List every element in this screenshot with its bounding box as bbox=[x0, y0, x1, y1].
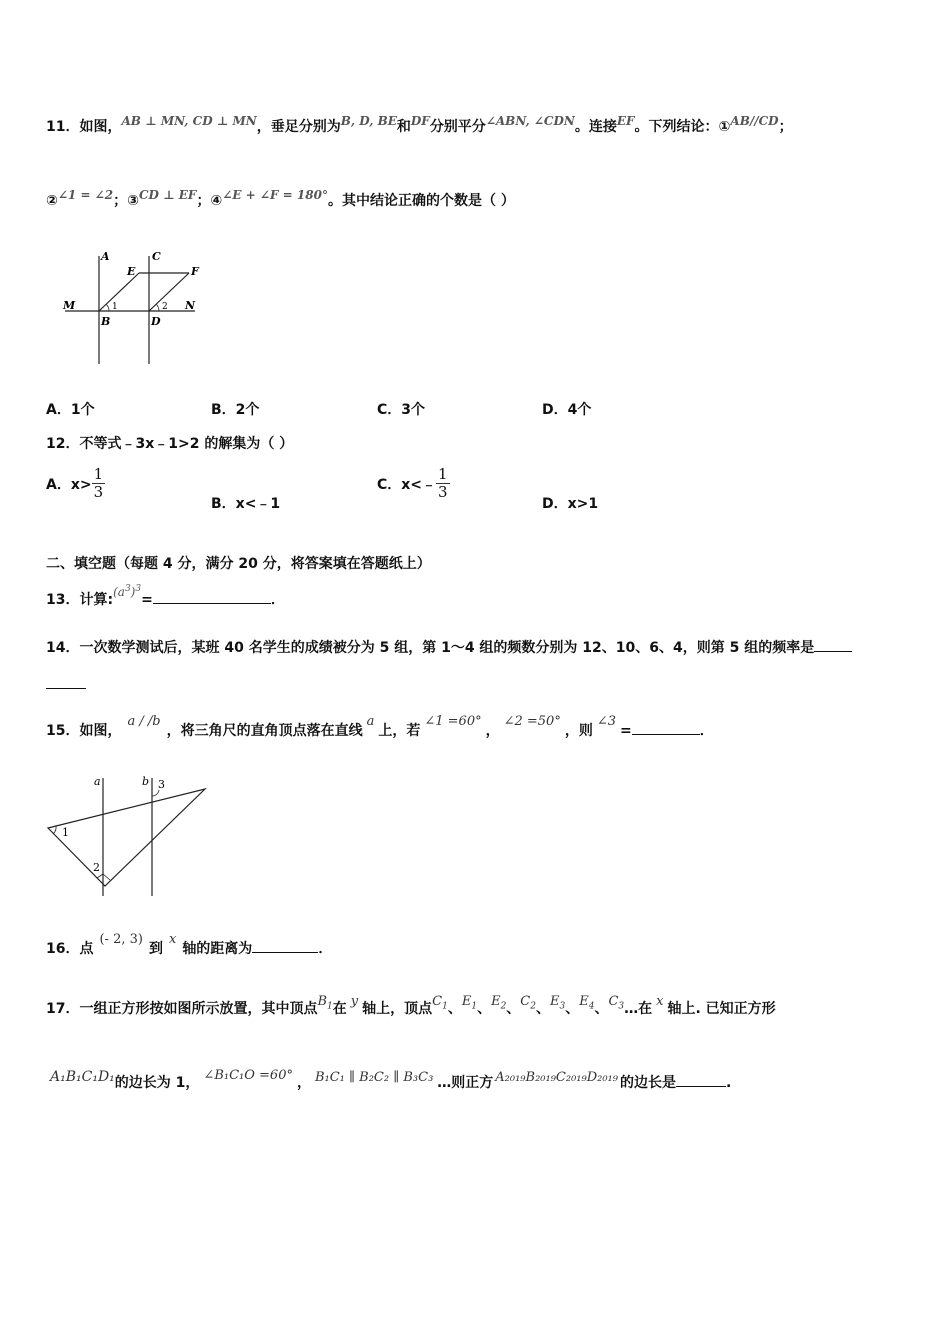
q17-answer-blank[interactable] bbox=[676, 1072, 726, 1087]
q11-text: ；③ bbox=[113, 193, 139, 209]
q12-option-b: B．x<﹣1 bbox=[211, 496, 281, 512]
q11-text: ，垂足分别为 bbox=[256, 119, 341, 135]
q17-math-c3: $C_3$ bbox=[608, 994, 625, 1012]
q11-figure bbox=[55, 248, 215, 368]
q11-line1 bbox=[46, 116, 793, 136]
q11-option-c: C．3个 bbox=[377, 402, 426, 418]
q11-label-a: A bbox=[101, 250, 110, 263]
q17-text: 轴上，顶点 bbox=[362, 1001, 433, 1017]
q17-sep: 、 bbox=[594, 1001, 609, 1017]
q11-number: 11．如图， bbox=[46, 119, 122, 135]
q14-text: 14．一次数学测试后，某班 40 名学生的成绩被分为 5 组，第 1～4 组的频数分别为 12、10、6、4，则第 5 组的频率是 bbox=[46, 640, 815, 656]
frac-numerator: 1 bbox=[438, 465, 448, 483]
q12-stem: 12．不等式﹣3x﹣1>2 的解集为（ ） bbox=[46, 436, 294, 452]
q17-math-b1: $B_1$ bbox=[317, 994, 333, 1012]
q13-line bbox=[46, 584, 285, 609]
q17-c1-letter: C bbox=[432, 994, 443, 1009]
q15-math-angle2: ∠2 =50° bbox=[503, 714, 561, 729]
q17-math-c1: $C_1$ bbox=[432, 994, 448, 1012]
q16-end: ． bbox=[318, 941, 333, 957]
q15-text: ，则 bbox=[564, 723, 593, 739]
q16-label: 16．点 bbox=[46, 941, 94, 957]
q17-c3-letter: C bbox=[608, 994, 619, 1009]
q11-line2 bbox=[46, 190, 515, 210]
q15-text: 上，若 bbox=[378, 723, 421, 739]
q11-option-b: B．2个 bbox=[211, 402, 260, 418]
q12-option-a-text: A．x> bbox=[46, 476, 92, 493]
q17-e1-letter: E bbox=[461, 994, 472, 1009]
q12-option-a bbox=[46, 466, 105, 501]
q13-close: ) bbox=[130, 585, 136, 599]
q17-b1-letter: B bbox=[317, 994, 328, 1009]
q16-text: 到 bbox=[148, 941, 163, 957]
q15-comma: ， bbox=[485, 723, 500, 739]
q13-outer-exponent: 3 bbox=[135, 584, 142, 594]
q11-text: 分别平分 bbox=[429, 119, 486, 135]
q17-line1 bbox=[46, 994, 776, 1020]
q17-math-e1: $E_1$ bbox=[461, 994, 478, 1012]
frac-denominator: 3 bbox=[438, 483, 448, 501]
q15-label-a: a bbox=[94, 775, 101, 788]
q11-math-ef: EF bbox=[616, 114, 635, 128]
q11-math-bdbe: B, D, BE bbox=[340, 114, 397, 128]
q14-answer-blank[interactable] bbox=[814, 637, 852, 652]
q11-label-n: N bbox=[185, 299, 196, 312]
q13-answer-blank[interactable] bbox=[153, 589, 271, 604]
q17-end: . bbox=[725, 1075, 732, 1091]
q16-line bbox=[46, 932, 333, 958]
q13-base: (a bbox=[113, 585, 125, 599]
q17-math-angle: ∠B₁C₁O =60° bbox=[203, 1068, 293, 1083]
q12-option-c bbox=[377, 466, 450, 501]
q17-sep: 、 bbox=[477, 1001, 492, 1017]
q17-e4-letter: E bbox=[579, 994, 589, 1009]
q17-text: 轴上. 已知正方形 bbox=[667, 1001, 776, 1017]
q15-math-angle1: ∠1 =60° bbox=[424, 714, 482, 729]
q11-math-parallel: AB//CD bbox=[730, 114, 779, 128]
q15-label-b: b bbox=[142, 775, 150, 788]
q15-text: ，将三角尺的直角顶点落在直线 bbox=[166, 723, 363, 739]
q15-label-2: 2 bbox=[93, 861, 100, 874]
q11-math-df: DF bbox=[410, 114, 430, 128]
q14-answer-blank-cont[interactable] bbox=[46, 674, 86, 689]
q17-sep: 、 bbox=[535, 1001, 550, 1017]
q17-comma: ， bbox=[296, 1075, 311, 1091]
q17-sep: 、 bbox=[506, 1001, 521, 1017]
q13-equals: = bbox=[141, 592, 153, 608]
q11-text: ② bbox=[46, 193, 58, 209]
q17-line2 bbox=[50, 1068, 732, 1092]
q11-text: ； bbox=[778, 119, 793, 135]
q13-label: 13．计算: bbox=[46, 592, 114, 608]
q17-math-e4: $E_4$ bbox=[579, 994, 595, 1012]
q17-math-e2: $E_2$ bbox=[491, 994, 507, 1012]
q17-text: 在 bbox=[332, 1001, 347, 1017]
q17-math-x: x bbox=[656, 994, 664, 1009]
q11-label-m: M bbox=[63, 299, 76, 312]
q17-math-c2: $C_2$ bbox=[520, 994, 536, 1012]
q13-end: ． bbox=[270, 592, 285, 608]
q15-answer-blank[interactable] bbox=[632, 720, 700, 735]
q15-equals: = bbox=[620, 723, 632, 739]
q17-c2-letter: C bbox=[520, 994, 531, 1009]
q16-answer-blank[interactable] bbox=[252, 938, 318, 953]
q17-math-square1: A₁B₁C₁D₁ bbox=[50, 1069, 115, 1085]
q11-math-perp: AB ⊥ MN, CD ⊥ MN bbox=[121, 114, 257, 128]
q17-text: 的边长是 bbox=[619, 1075, 676, 1091]
frac-numerator: 1 bbox=[93, 465, 104, 483]
q16-math-point: (- 2, 3) bbox=[99, 932, 143, 947]
q11-label-e: E bbox=[127, 265, 136, 278]
q15-end: ． bbox=[699, 723, 714, 739]
q11-math-cdef: CD ⊥ EF bbox=[138, 188, 197, 202]
q11-option-a: A．1个 bbox=[46, 402, 95, 418]
q17-e2-letter: E bbox=[491, 994, 501, 1009]
q12-frac-c bbox=[436, 466, 450, 501]
q12-option-d: D．x>1 bbox=[542, 496, 599, 512]
q15-label-3: 3 bbox=[158, 778, 165, 791]
q11-label-f: F bbox=[191, 265, 199, 278]
q17-text: …则正方 bbox=[437, 1075, 494, 1091]
q11-label-1: 1 bbox=[112, 302, 118, 312]
q13-expression bbox=[113, 585, 141, 599]
q17-math-parallel: B₁C₁ ∥ B₂C₂ ∥ B₃C₃ bbox=[314, 1070, 434, 1085]
section-heading: 二、填空题（每题 4 分，满分 20 分，将答案填在答题纸上） bbox=[46, 556, 431, 572]
q12-option-c-text: C．x<﹣ bbox=[377, 476, 437, 493]
q15-math-parallel: a / /b bbox=[127, 714, 161, 729]
q15-label-1: 1 bbox=[62, 826, 69, 839]
q11-label-c: C bbox=[152, 250, 161, 263]
q17-math-e3: $E_3$ bbox=[549, 994, 566, 1012]
q15-figure bbox=[40, 770, 215, 900]
q16-math-x: x bbox=[168, 932, 177, 947]
q11-text: ；④ bbox=[196, 193, 223, 209]
q12-frac-a bbox=[92, 466, 106, 501]
q11-text: 和 bbox=[396, 119, 411, 135]
q15-line bbox=[46, 714, 714, 740]
q14-line bbox=[46, 637, 852, 657]
q11-label-d: D bbox=[151, 315, 161, 328]
q17-sep: 、 bbox=[447, 1001, 462, 1017]
q11-math-sum: ∠E + ∠F = 180° bbox=[222, 188, 328, 202]
q15-math-angle3: ∠3 bbox=[596, 714, 616, 729]
q17-e3-letter: E bbox=[549, 994, 560, 1009]
q17-math-square2019: A₂₀₁₉B₂₀₁₉C₂₀₁₉D₂₀₁₉ bbox=[495, 1070, 618, 1085]
q11-option-d: D．4个 bbox=[542, 402, 592, 418]
q15-math-a: a bbox=[366, 714, 375, 729]
q13-inner-exponent: 3 bbox=[124, 584, 131, 594]
q11-label-b: B bbox=[101, 315, 111, 328]
q11-text: 。下列结论：① bbox=[634, 119, 731, 135]
frac-denominator: 3 bbox=[93, 483, 104, 501]
q11-label-2: 2 bbox=[162, 302, 168, 312]
q17-math-y: y bbox=[350, 994, 359, 1009]
q17-text: 17．一组正方形按如图所示放置，其中顶点 bbox=[46, 1001, 318, 1017]
q16-text: 轴的距离为 bbox=[182, 941, 253, 957]
q17-text: …在 bbox=[624, 1001, 653, 1017]
q17-text: 的边长为 1， bbox=[114, 1075, 200, 1091]
q11-text: 。连接 bbox=[574, 119, 617, 135]
q11-text: 。其中结论正确的个数是（ ） bbox=[327, 193, 515, 209]
q17-sep: 、 bbox=[565, 1001, 580, 1017]
q11-math-angle12: ∠1 = ∠2 bbox=[57, 188, 114, 202]
q15-label: 15．如图， bbox=[46, 723, 122, 739]
q11-math-angles: ∠ABN, ∠CDN bbox=[485, 114, 575, 128]
